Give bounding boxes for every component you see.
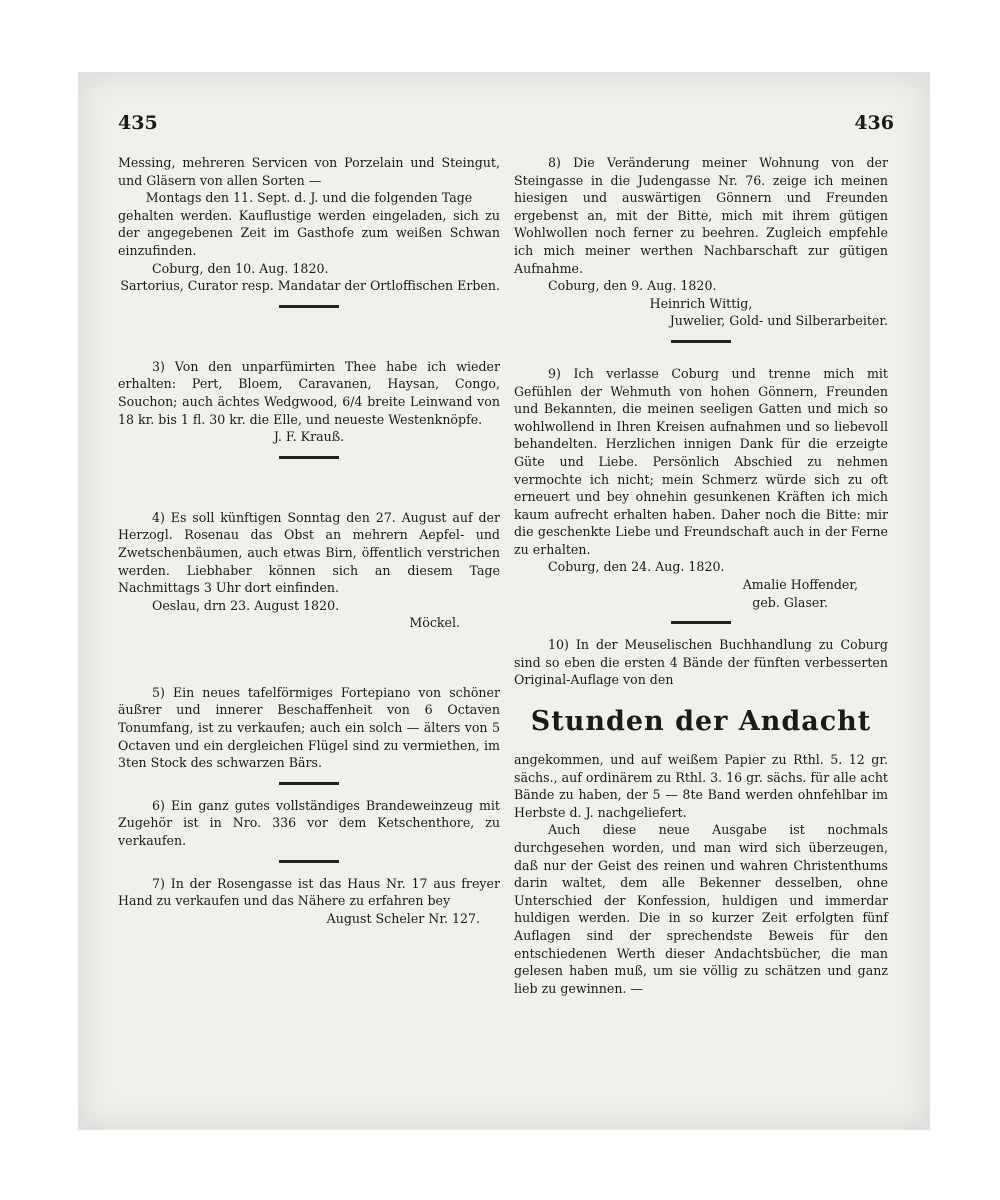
newspaper-page — [78, 72, 930, 1130]
notice-10-text: 10) In der Meuselischen Buchhandlung zu Coburg sind so eben die ersten 4 Bände der fünften verbesserten Original-Auflage von den — [514, 637, 888, 688]
intro-dateline: Coburg, den 10. Aug. 1820. — [152, 260, 329, 276]
notice-9-dateline: Coburg, den 24. Aug. 1820. — [548, 559, 725, 575]
left-column — [118, 154, 500, 927]
separator-rule — [279, 860, 339, 863]
notice-3-signature: J. F. Krauß. — [273, 429, 345, 445]
separator-rule — [279, 305, 339, 308]
notice-6-text: 6) Ein ganz gutes vollständiges Brandeweinzeug mit Zugehör ist in Nro. 336 vor dem Ketschenthore, zu verkaufen. — [118, 797, 500, 849]
separator-rule — [671, 621, 731, 624]
notice-10-description: Auch diese neue Ausgabe ist nochmals durchgesehen worden, und man wird sich überzeugen, daß nur der Geist des reinen und wahren Christenthums darin waltet, dem alle Bekenner desselben, ohne Unterschied der Konfession, huldigen und immerdar huldigen werden. Die in so kurzer Zeit erfolgten fünf Auflagen sind der sprechendste Beweis für den entschiedenen Werth dieser Andachtsbücher, die man gelesen haben muß, um sie völlig zu schätzen und ganz lieb zu gewinnen. — — [514, 822, 888, 996]
notice-4-text: 4) Es soll künftigen Sonntag den 27. August auf der Herzogl. Rosenau das Obst an mehrern Aepfel- und Zwetschenbäumen, auch etwas Birn, öffentlich verstrichen werden. Liebhaber können sich an diesem Tage Nachmittags 3 Uhr dort einfinden. — [118, 509, 500, 596]
notice-8-dateline: Coburg, den 9. Aug. 1820. — [548, 278, 717, 294]
notice-9-signature-maiden: geb. Glaser. — [752, 594, 828, 610]
notice-9-text: 9) Ich verlasse Coburg und trenne mich mit Gefühlen der Wehmuth von hohen Gönnern, Freunden und Bekannten, die meinen seeligen Gatten und mich so wohlwollend in Ihren Kreisen aufnahmen und so liebevoll behandelten. Herzlichen innigen Dank für die erzeigte Güte und Liebe. Persönlich Abschied zu nehmen vermochte ich nicht; mein Schmerz würde sich zu oft erneuert und bey ohnehin gesunkenen Kräften ich mich kaum aufrecht erhalten haben. Daher noch die Bitte: mir die geschenkte Liebe und Freundschaft auch in der Ferne zu erhalten. — [514, 365, 888, 557]
notice-8-text: 8) Die Veränderung meiner Wohnung von der Steingasse in die Judengasse Nr. 76. zeige ich meinen hiesigen und auswärtigen Gönnern und Freunden ergebenst an, mit der Bitte, mich mit ihrem gütigen Wohlwollen noch ferner zu beehren. Zugleich empfehle ich mich meiner werthen Nachbarschaft zur gütigen Aufnahme. — [514, 155, 888, 276]
page-number-right: 436 — [854, 112, 894, 134]
intro-signature: Sartorius, Curator resp. Mandatar der Ortloffischen Erben. — [120, 278, 500, 294]
separator-rule — [279, 456, 339, 459]
intro-continuation: gehalten werden. Kauflustige werden eingeladen, sich zu der angegebenen Zeit im Gasthofe zum weißen Schwan einzufinden. — [118, 207, 500, 258]
notice-9-signature-name: Amalie Hoffender, — [742, 577, 858, 593]
notice-4-dateline: Oeslau, drn 23. August 1820. — [152, 597, 340, 613]
right-column — [514, 154, 888, 997]
notice-7-text: 7) In der Rosengasse ist das Haus Nr. 17 aus freyer Hand zu verkaufen und das Nähere zu erfahren bey — [118, 875, 500, 909]
auction-date-line: Montags den 11. Sept. d. J. und die folgenden Tage — [145, 190, 473, 206]
notice-10-price-paragraph: angekommen, und auf weißem Papier zu Rthl. 5. 12 gr. sächs., auf ordinärem zu Rthl. 3. 16 gr. sächs. für alle acht Bände zu haben, der 5 — 8te Band werden ohnfehlbar im Herbste d. J. nachgeliefert. — [514, 752, 888, 820]
notice-8-signature-name: Heinrich Wittig, — [649, 295, 753, 311]
book-title-headline: Stunden der Andacht — [530, 706, 872, 738]
separator-rule — [279, 782, 339, 785]
intro-paragraph: Messing, mehreren Servicen von Porzelain und Steingut, und Gläsern von allen Sorten — — [118, 155, 500, 188]
page-number-left: 435 — [118, 112, 158, 134]
notice-8-signature-title: Juwelier, Gold- und Silberarbeiter. — [669, 313, 888, 329]
separator-rule — [671, 340, 731, 343]
notice-7-signature: August Scheler Nr. 127. — [326, 910, 480, 926]
notice-5-text: 5) Ein neues tafelförmiges Fortepiano von schöner äußrer und innerer Beschaffenheit von 6 Octaven Tonumfang, ist zu verkaufen; auch ein solch — älters von 5 Octaven und ein dergleichen Flügel sind zu vermiethen, im 3ten Stock des schwarzen Bärs. — [118, 684, 500, 771]
notice-4-signature: Möckel. — [409, 615, 460, 631]
notice-3-text: 3) Von den unparfümirten Thee habe ich wieder erhalten: Pert, Bloem, Caravanen, Haysan, Congo, Souchon; auch ächtes Wedgwood, 6/4 breite Leinwand von 18 kr. bis 1 fl. 30 kr. die Elle, und neueste Westenknöpfe. — [118, 358, 500, 427]
